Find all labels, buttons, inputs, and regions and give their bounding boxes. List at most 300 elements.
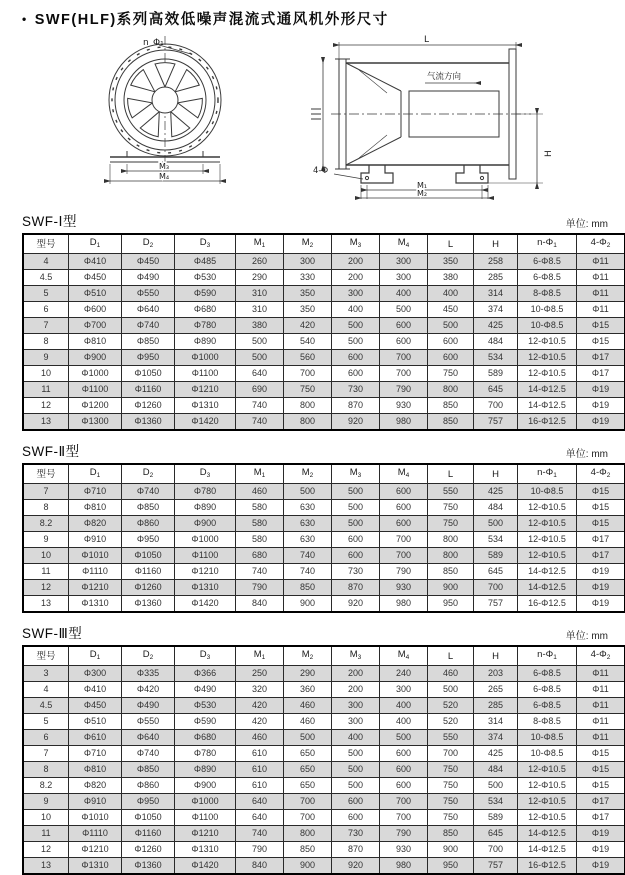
table-cell: 800 <box>428 548 474 564</box>
table-cell: 700 <box>284 810 332 826</box>
column-header: $n-\Phi_1$ <box>518 646 577 666</box>
table-cell: Φ19 <box>577 842 625 858</box>
table-cell: 850 <box>428 826 474 842</box>
table-cell: 420 <box>236 714 284 730</box>
table-cell: 14-Φ12.5 <box>518 826 577 842</box>
table-cell: Φ1050 <box>122 548 175 564</box>
table-cell: Φ510 <box>69 286 122 302</box>
table-cell: 10 <box>23 810 69 826</box>
table-cell: Φ19 <box>577 414 625 431</box>
table-cell: 750 <box>428 762 474 778</box>
table-cell: 840 <box>236 596 284 613</box>
table-cell: 600 <box>428 350 474 366</box>
table-cell: 12-Φ10.5 <box>518 762 577 778</box>
table-cell: 10-Φ8.5 <box>518 302 577 318</box>
table-cell: 757 <box>474 858 518 875</box>
table-row <box>23 334 625 350</box>
table-cell: 290 <box>284 666 332 682</box>
table-row <box>23 682 625 698</box>
table-cell: 6-Φ8.5 <box>518 682 577 698</box>
table-cell: 700 <box>380 532 428 548</box>
table-cell: 700 <box>474 842 518 858</box>
table-cell: 425 <box>474 318 518 334</box>
unit-label: 单位: mm <box>566 445 608 460</box>
table-row <box>23 318 625 334</box>
table-cell: 310 <box>236 302 284 318</box>
table-cell: 14-Φ12.5 <box>518 564 577 580</box>
table-row <box>23 564 625 580</box>
table-cell: Φ850 <box>122 500 175 516</box>
table-cell: Φ1000 <box>175 350 236 366</box>
table-cell: Φ17 <box>577 366 625 382</box>
dimension-table-swf-2 <box>22 463 625 613</box>
table-cell: Φ900 <box>69 350 122 366</box>
table-cell: 500 <box>332 516 380 532</box>
table-cell: Φ11 <box>577 666 625 682</box>
table-row <box>23 414 625 431</box>
table-cell: Φ710 <box>69 484 122 500</box>
table-cell: 314 <box>474 714 518 730</box>
table-cell: 12-Φ10.5 <box>518 548 577 564</box>
column-header: L <box>428 646 474 666</box>
table-cell: Φ860 <box>122 516 175 532</box>
table-cell: 700 <box>380 810 428 826</box>
table-cell: 200 <box>332 682 380 698</box>
bullet-icon: • <box>22 12 28 26</box>
table-cell: 200 <box>332 666 380 682</box>
table-cell: 800 <box>428 382 474 398</box>
column-header: $4-\Phi_2$ <box>577 464 625 484</box>
column-header: $M_4$ <box>380 234 428 254</box>
table-cell: 14-Φ12.5 <box>518 842 577 858</box>
table-row <box>23 746 625 762</box>
table-cell: 3 <box>23 666 69 682</box>
table-cell: 630 <box>284 516 332 532</box>
table-cell: 13 <box>23 596 69 613</box>
table-cell: 900 <box>428 842 474 858</box>
table-cell: 900 <box>284 858 332 875</box>
table-cell: 920 <box>332 414 380 431</box>
table-row <box>23 596 625 613</box>
table-cell: 980 <box>380 414 428 431</box>
table-cell: 6 <box>23 730 69 746</box>
table-cell: 250 <box>236 666 284 682</box>
table-row <box>23 730 625 746</box>
column-header: $D_2$ <box>122 234 175 254</box>
table-cell: 6-Φ8.5 <box>518 254 577 270</box>
table-cell: Φ15 <box>577 318 625 334</box>
table-cell: 6-Φ8.5 <box>518 666 577 682</box>
table-cell: 16-Φ12.5 <box>518 414 577 431</box>
table-cell: 285 <box>474 270 518 286</box>
table-cell: 640 <box>236 810 284 826</box>
table-cell: Φ820 <box>69 778 122 794</box>
table-cell: 450 <box>428 302 474 318</box>
table-cell: 310 <box>236 286 284 302</box>
table-cell: 12-Φ10.5 <box>518 516 577 532</box>
table-cell: Φ1210 <box>69 580 122 596</box>
table-row <box>23 548 625 564</box>
table-cell: 484 <box>474 500 518 516</box>
column-header: $M_3$ <box>332 464 380 484</box>
table-cell: 750 <box>284 382 332 398</box>
table-cell: 520 <box>428 698 474 714</box>
table-cell: 740 <box>236 564 284 580</box>
dim-m3-label: M₃ <box>159 162 169 171</box>
table-cell: 350 <box>284 302 332 318</box>
table-cell: Φ15 <box>577 500 625 516</box>
table-cell: Φ1360 <box>122 858 175 875</box>
table-row <box>23 858 625 875</box>
table-cell: Φ17 <box>577 532 625 548</box>
table-cell: Φ1420 <box>175 414 236 431</box>
table-cell: 645 <box>474 826 518 842</box>
table-row <box>23 698 625 714</box>
table-cell: 730 <box>332 382 380 398</box>
table-cell: Φ810 <box>69 500 122 516</box>
table-cell: 374 <box>474 730 518 746</box>
table-cell: 589 <box>474 366 518 382</box>
table-cell: 500 <box>332 746 380 762</box>
table-cell: 580 <box>236 516 284 532</box>
table-cell: 757 <box>474 596 518 613</box>
column-header: $D_1$ <box>69 464 122 484</box>
column-header: 型号 <box>23 646 69 666</box>
table-cell: Φ680 <box>175 302 236 318</box>
table-cell: Φ1210 <box>175 564 236 580</box>
table-cell: 980 <box>380 596 428 613</box>
table-cell: 740 <box>236 398 284 414</box>
table-cell: Φ890 <box>175 334 236 350</box>
section-header <box>22 210 608 230</box>
table-cell: 600 <box>332 810 380 826</box>
table-cell: 500 <box>428 682 474 698</box>
table-cell: 550 <box>428 730 474 746</box>
section-header <box>22 440 608 460</box>
table-cell: 240 <box>380 666 428 682</box>
table-cell: 740 <box>236 826 284 842</box>
header-row <box>23 646 625 666</box>
table-row <box>23 762 625 778</box>
table-cell: 700 <box>380 548 428 564</box>
table-cell: 800 <box>284 414 332 431</box>
table-cell: Φ1420 <box>175 858 236 875</box>
table-cell: Φ900 <box>175 516 236 532</box>
table-cell: 12 <box>23 842 69 858</box>
table-cell: 610 <box>236 778 284 794</box>
table-cell: 500 <box>428 318 474 334</box>
table-cell: 700 <box>380 366 428 382</box>
table-cell: 260 <box>236 254 284 270</box>
table-cell: 520 <box>428 714 474 730</box>
table-cell: 740 <box>284 548 332 564</box>
table-cell: Φ490 <box>175 682 236 698</box>
table-cell: 12-Φ10.5 <box>518 778 577 794</box>
table-cell: Φ780 <box>175 484 236 500</box>
table-cell: 460 <box>428 666 474 682</box>
table-cell: 350 <box>428 254 474 270</box>
table-cell: Φ590 <box>175 286 236 302</box>
table-cell: Φ450 <box>122 254 175 270</box>
table-cell: 610 <box>236 746 284 762</box>
table-cell: 700 <box>474 580 518 596</box>
table-cell: 600 <box>332 350 380 366</box>
table-cell: Φ950 <box>122 794 175 810</box>
table-cell: 500 <box>474 516 518 532</box>
table-row <box>23 382 625 398</box>
column-header: $D_3$ <box>175 646 236 666</box>
table-cell: 14-Φ12.5 <box>518 398 577 414</box>
unit-label: 单位: mm <box>566 215 608 230</box>
table-title-swf-3: SWF-Ⅲ型 <box>22 622 82 642</box>
table-cell: Φ11 <box>577 730 625 746</box>
table-cell: Φ740 <box>122 318 175 334</box>
table-cell: Φ1310 <box>175 580 236 596</box>
table-cell: 600 <box>332 366 380 382</box>
table-cell: Φ1110 <box>69 826 122 842</box>
table-cell: 700 <box>428 746 474 762</box>
table-row <box>23 842 625 858</box>
table-cell: Φ17 <box>577 794 625 810</box>
table-cell: Φ19 <box>577 858 625 875</box>
table-cell: 300 <box>380 270 428 286</box>
table-cell: 5 <box>23 714 69 730</box>
table-cell: 500 <box>332 318 380 334</box>
table-cell: Φ11 <box>577 682 625 698</box>
table-row <box>23 516 625 532</box>
table-cell: Φ820 <box>69 516 122 532</box>
diagram-row <box>22 33 608 201</box>
table-cell: Φ410 <box>69 254 122 270</box>
table-cell: 500 <box>474 778 518 794</box>
table-cell: 750 <box>428 500 474 516</box>
table-cell: 850 <box>428 398 474 414</box>
table-cell: Φ11 <box>577 714 625 730</box>
table-cell: 12-Φ10.5 <box>518 810 577 826</box>
table-cell: Φ420 <box>122 682 175 698</box>
table-cell: 650 <box>284 746 332 762</box>
dim-m2-label: M₂ <box>417 189 427 198</box>
table-cell: 800 <box>284 826 332 842</box>
table-cell: 600 <box>380 778 428 794</box>
table-cell: 840 <box>236 858 284 875</box>
column-header: $4-\Phi_2$ <box>577 646 625 666</box>
table-cell: 600 <box>380 762 428 778</box>
table-cell: Φ910 <box>69 532 122 548</box>
table-cell: 800 <box>428 532 474 548</box>
table-cell: 10 <box>23 548 69 564</box>
table-cell: 750 <box>428 366 474 382</box>
table-cell: 500 <box>332 334 380 350</box>
dimension-table-swf-1 <box>22 233 625 431</box>
bolt-count-label: n <box>143 38 149 48</box>
table-cell: 700 <box>380 794 428 810</box>
table-cell: Φ1420 <box>175 596 236 613</box>
column-header: L <box>428 464 474 484</box>
table-cell: 580 <box>236 500 284 516</box>
table-cell: 8-Φ8.5 <box>518 714 577 730</box>
table-cell: 10-Φ8.5 <box>518 484 577 500</box>
table-cell: Φ450 <box>69 270 122 286</box>
table-cell: 285 <box>474 698 518 714</box>
table-cell: 600 <box>380 318 428 334</box>
table-cell: 13 <box>23 858 69 875</box>
table-cell: 420 <box>284 318 332 334</box>
airflow-direction-label: 气流方向 <box>427 71 462 82</box>
table-cell: Φ490 <box>122 270 175 286</box>
table-cell: 200 <box>332 254 380 270</box>
table-cell: Φ1000 <box>175 794 236 810</box>
table-cell: 920 <box>332 596 380 613</box>
table-cell: 12-Φ10.5 <box>518 334 577 350</box>
table-cell: Φ1050 <box>122 366 175 382</box>
table-cell: 740 <box>284 564 332 580</box>
table-cell: Φ950 <box>122 350 175 366</box>
table-row <box>23 500 625 516</box>
table-cell: Φ780 <box>175 746 236 762</box>
table-cell: Φ1310 <box>69 858 122 875</box>
table-cell: 290 <box>236 270 284 286</box>
table-cell: Φ1100 <box>175 548 236 564</box>
table-cell: 645 <box>474 382 518 398</box>
column-header: $D_2$ <box>122 464 175 484</box>
dimension-marks <box>311 109 321 119</box>
table-row <box>23 826 625 842</box>
table-cell: 700 <box>284 794 332 810</box>
fan-side-view-diagram <box>309 33 561 201</box>
table-cell: 730 <box>332 564 380 580</box>
table-cell: Φ1160 <box>122 382 175 398</box>
table-cell: Φ1260 <box>122 398 175 414</box>
table-cell: 690 <box>236 382 284 398</box>
table-cell: Φ1160 <box>122 826 175 842</box>
table-cell: 8-Φ8.5 <box>518 286 577 302</box>
table-cell: 5 <box>23 286 69 302</box>
table-cell: 950 <box>428 858 474 875</box>
table-cell: 400 <box>428 286 474 302</box>
table-cell: Φ17 <box>577 548 625 564</box>
table-cell: 484 <box>474 762 518 778</box>
table-cell: Φ410 <box>69 682 122 698</box>
column-header: 型号 <box>23 464 69 484</box>
table-cell: 640 <box>236 794 284 810</box>
table-cell: Φ490 <box>122 698 175 714</box>
table-cell: 700 <box>380 350 428 366</box>
table-cell: Φ740 <box>122 746 175 762</box>
dim-m4-label: M₄ <box>159 172 169 181</box>
table-title-swf-2: SWF-Ⅱ型 <box>22 440 80 460</box>
table-cell: Φ11 <box>577 698 625 714</box>
table-row <box>23 366 625 382</box>
table-cell: 4 <box>23 682 69 698</box>
table-cell: Φ19 <box>577 382 625 398</box>
table-cell: 500 <box>332 778 380 794</box>
table-cell: 930 <box>380 398 428 414</box>
table-cell: 11 <box>23 564 69 580</box>
table-cell: 640 <box>236 366 284 382</box>
table-cell: Φ1300 <box>69 414 122 431</box>
table-cell: 930 <box>380 842 428 858</box>
table-cell: Φ640 <box>122 302 175 318</box>
table-cell: Φ19 <box>577 826 625 842</box>
table-cell: Φ850 <box>122 762 175 778</box>
table-cell: 12-Φ10.5 <box>518 350 577 366</box>
table-cell: 500 <box>284 730 332 746</box>
table-cell: 14-Φ12.5 <box>518 580 577 596</box>
table-cell: 600 <box>332 548 380 564</box>
table-cell: 300 <box>332 698 380 714</box>
table-cell: Φ1100 <box>175 810 236 826</box>
table-cell: 9 <box>23 350 69 366</box>
table-cell: 870 <box>332 398 380 414</box>
table-cell: Φ530 <box>175 270 236 286</box>
table-cell: Φ910 <box>69 794 122 810</box>
table-cell: 600 <box>380 500 428 516</box>
table-cell: Φ590 <box>175 714 236 730</box>
table-cell: 16-Φ12.5 <box>518 596 577 613</box>
table-cell: Φ1000 <box>175 532 236 548</box>
table-cell: Φ11 <box>577 302 625 318</box>
dimension-table-swf-3 <box>22 645 625 875</box>
table-cell: 12 <box>23 398 69 414</box>
table-cell: 850 <box>284 580 332 596</box>
table-cell: 630 <box>284 500 332 516</box>
table-cell: 374 <box>474 302 518 318</box>
column-header: $M_1$ <box>236 646 284 666</box>
table-cell: 300 <box>284 254 332 270</box>
table-cell: 320 <box>236 682 284 698</box>
table-cell: Φ15 <box>577 334 625 350</box>
table-cell: 534 <box>474 794 518 810</box>
table-cell: Φ1310 <box>175 842 236 858</box>
table-cell: 589 <box>474 810 518 826</box>
table-cell: Φ1260 <box>122 580 175 596</box>
table-cell: 790 <box>380 826 428 842</box>
table-cell: 740 <box>236 414 284 431</box>
table-row <box>23 666 625 682</box>
table-cell: 550 <box>428 484 474 500</box>
table-cell: 950 <box>428 596 474 613</box>
table-cell: 900 <box>284 596 332 613</box>
table-cell: 600 <box>332 794 380 810</box>
table-cell: 757 <box>474 414 518 431</box>
table-cell: Φ1210 <box>175 382 236 398</box>
table-cell: 850 <box>284 842 332 858</box>
table-cell: 500 <box>236 334 284 350</box>
table-cell: 420 <box>236 698 284 714</box>
table-cell: 300 <box>380 254 428 270</box>
table-cell: 500 <box>332 484 380 500</box>
table-row <box>23 350 625 366</box>
column-header: $D_1$ <box>69 234 122 254</box>
table-cell: Φ11 <box>577 254 625 270</box>
column-header: $M_1$ <box>236 464 284 484</box>
column-header: H <box>474 646 518 666</box>
table-cell: 6-Φ8.5 <box>518 270 577 286</box>
table-cell: Φ740 <box>122 484 175 500</box>
table-cell: Φ890 <box>175 500 236 516</box>
table-cell: 534 <box>474 532 518 548</box>
table-cell: 500 <box>332 500 380 516</box>
table-cell: Φ850 <box>122 334 175 350</box>
table-cell: Φ19 <box>577 580 625 596</box>
table-cell: 600 <box>428 334 474 350</box>
table-cell: 4.5 <box>23 698 69 714</box>
column-header: L <box>428 234 474 254</box>
table-cell: 900 <box>428 580 474 596</box>
table-cell: 258 <box>474 254 518 270</box>
table-cell: 8 <box>23 500 69 516</box>
